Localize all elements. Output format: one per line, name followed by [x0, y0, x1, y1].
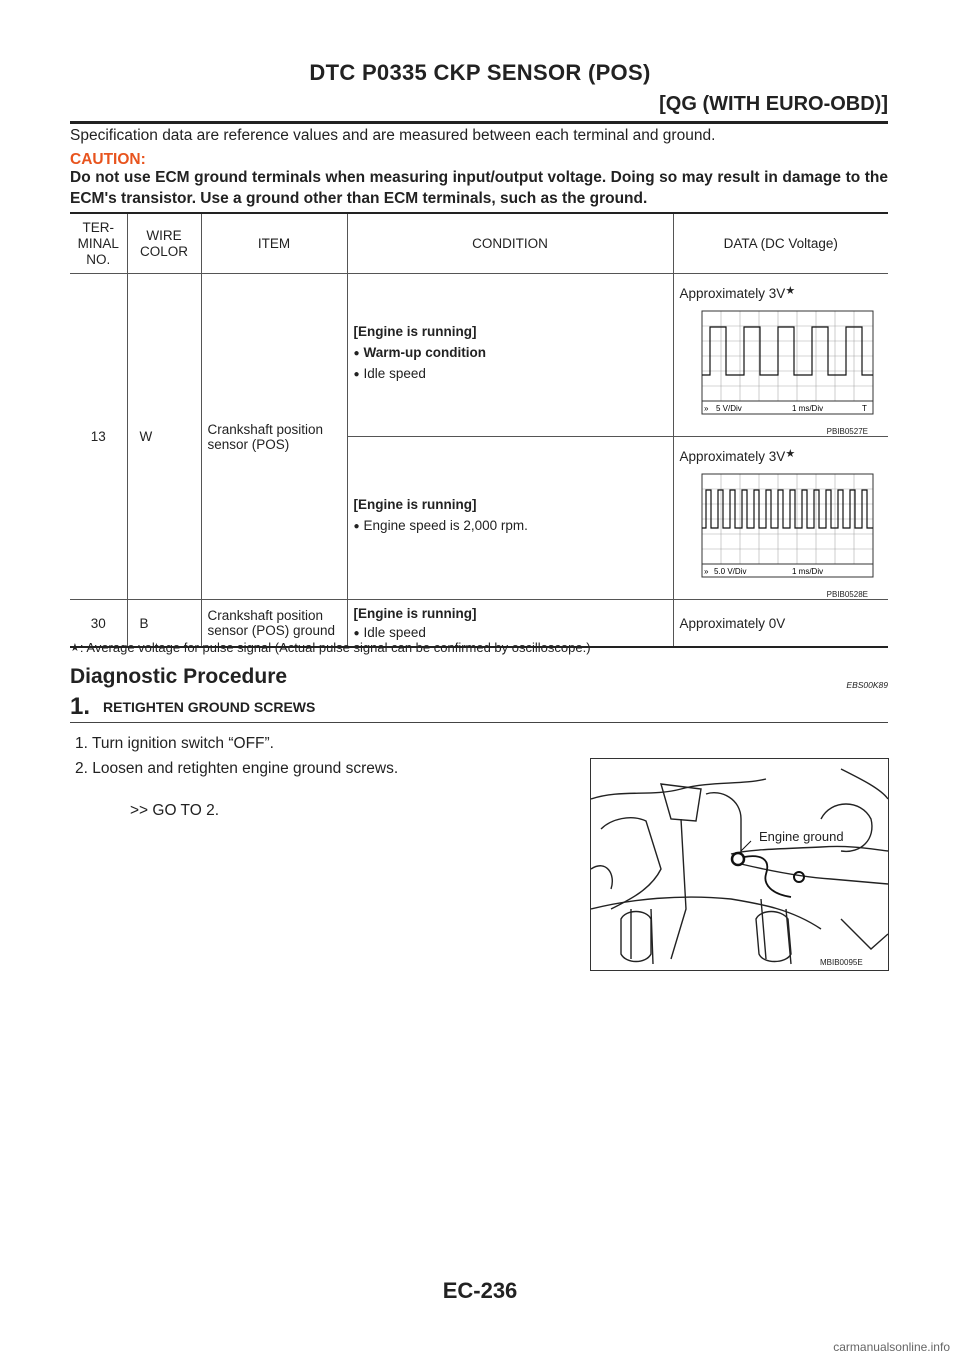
col-header-item: ITEM — [201, 213, 347, 274]
condition-bullet: ● Idle speed — [354, 366, 667, 381]
condition-bullet: ● Engine speed is 2,000 rpm. — [354, 518, 667, 533]
goto-link[interactable]: >> GO TO 2. — [130, 802, 220, 819]
condition-heading: [Engine is running] — [353, 323, 477, 339]
col-header-terminal: TER-MINAL NO. — [70, 213, 127, 274]
cell-data — [673, 274, 888, 437]
table-header-row — [70, 213, 888, 274]
list-item: 2. Loosen and retighten engine ground screws. — [75, 760, 399, 777]
table-row — [70, 274, 888, 437]
svg-text:T: T — [861, 404, 867, 413]
caution-text: Do not use ECM ground terminals when measuring input/output voltage. Doing so may result in damage to the ECM's transistor. Use a ground other than ECM terminals, such as the ground. — [70, 169, 888, 207]
condition-bullet: ● Idle speed — [354, 625, 667, 640]
cell-condition — [347, 274, 673, 437]
photo-code: MBIB0095E — [820, 958, 863, 967]
page-subtitle: [QG (WITH EURO-OBD)] — [659, 93, 888, 115]
oscilloscope-waveform-1 — [680, 305, 875, 425]
svg-text:1 ms/Div: 1 ms/Div — [791, 404, 823, 413]
engine-illustration — [591, 759, 888, 970]
watermark: carmanualsonline.info — [833, 1340, 950, 1354]
figure-code: PBIB0528E — [826, 590, 868, 599]
terminal-data-table — [70, 212, 888, 648]
section-code: EBS00K89 — [846, 680, 888, 690]
svg-text:»: » — [703, 404, 708, 413]
star-icon: ★ — [785, 448, 796, 460]
star-icon: ★ — [70, 642, 80, 654]
step-number: 1. — [70, 693, 91, 720]
cell-wire-color: B — [127, 600, 201, 648]
step-title: RETIGHTEN GROUND SCREWS — [103, 699, 316, 715]
col-header-wire-color: WIRE COLOR — [127, 213, 201, 274]
svg-text:5 V/Div: 5 V/Div — [715, 404, 742, 413]
svg-text:»: » — [703, 567, 708, 576]
condition-heading: [Engine is running] — [353, 606, 477, 621]
step-rule — [70, 722, 888, 723]
col-header-condition: CONDITION — [347, 213, 673, 274]
caution-label: CAUTION: — [70, 151, 146, 168]
oscilloscope-waveform-2 — [680, 468, 875, 588]
cell-wire-color: W — [127, 274, 201, 600]
cell-item: Crankshaft position sensor (POS) ground — [201, 600, 347, 648]
section-title: Diagnostic Procedure — [70, 665, 288, 688]
footnote: ★: Average voltage for pulse signal (Actual pulse signal can be confirmed by oscilloscope.) — [70, 640, 591, 655]
header-rule — [70, 121, 888, 124]
cell-data: Approximately 0V — [673, 600, 888, 648]
condition-heading: [Engine is running] — [353, 497, 477, 512]
svg-text:5.0 V/Div: 5.0 V/Div — [713, 567, 746, 576]
col-header-data: DATA (DC Voltage) — [673, 213, 888, 274]
star-icon: ★ — [785, 285, 796, 297]
cell-data — [673, 437, 888, 600]
page-title: DTC P0335 CKP SENSOR (POS) — [309, 60, 651, 85]
svg-text:1 ms/Div: 1 ms/Div — [791, 567, 823, 576]
data-value: Approximately 3V — [679, 449, 786, 464]
cell-terminal: 30 — [70, 600, 127, 648]
list-item: 1. Turn ignition switch “OFF”. — [75, 735, 274, 752]
svg-text:Engine ground: Engine ground — [759, 829, 844, 844]
figure-code: PBIB0527E — [826, 427, 868, 436]
cell-terminal: 13 — [70, 274, 127, 600]
cell-item: Crankshaft position sensor (POS) — [201, 274, 347, 600]
condition-bullet: ● Warm-up condition — [354, 345, 667, 360]
cell-condition — [347, 437, 673, 600]
spec-note: Specification data are reference values and are measured between each terminal and ground. — [70, 127, 716, 144]
engine-ground-photo — [590, 758, 889, 971]
page-number: EC-236 — [442, 1278, 518, 1303]
data-value: Approximately 3V — [679, 286, 786, 301]
